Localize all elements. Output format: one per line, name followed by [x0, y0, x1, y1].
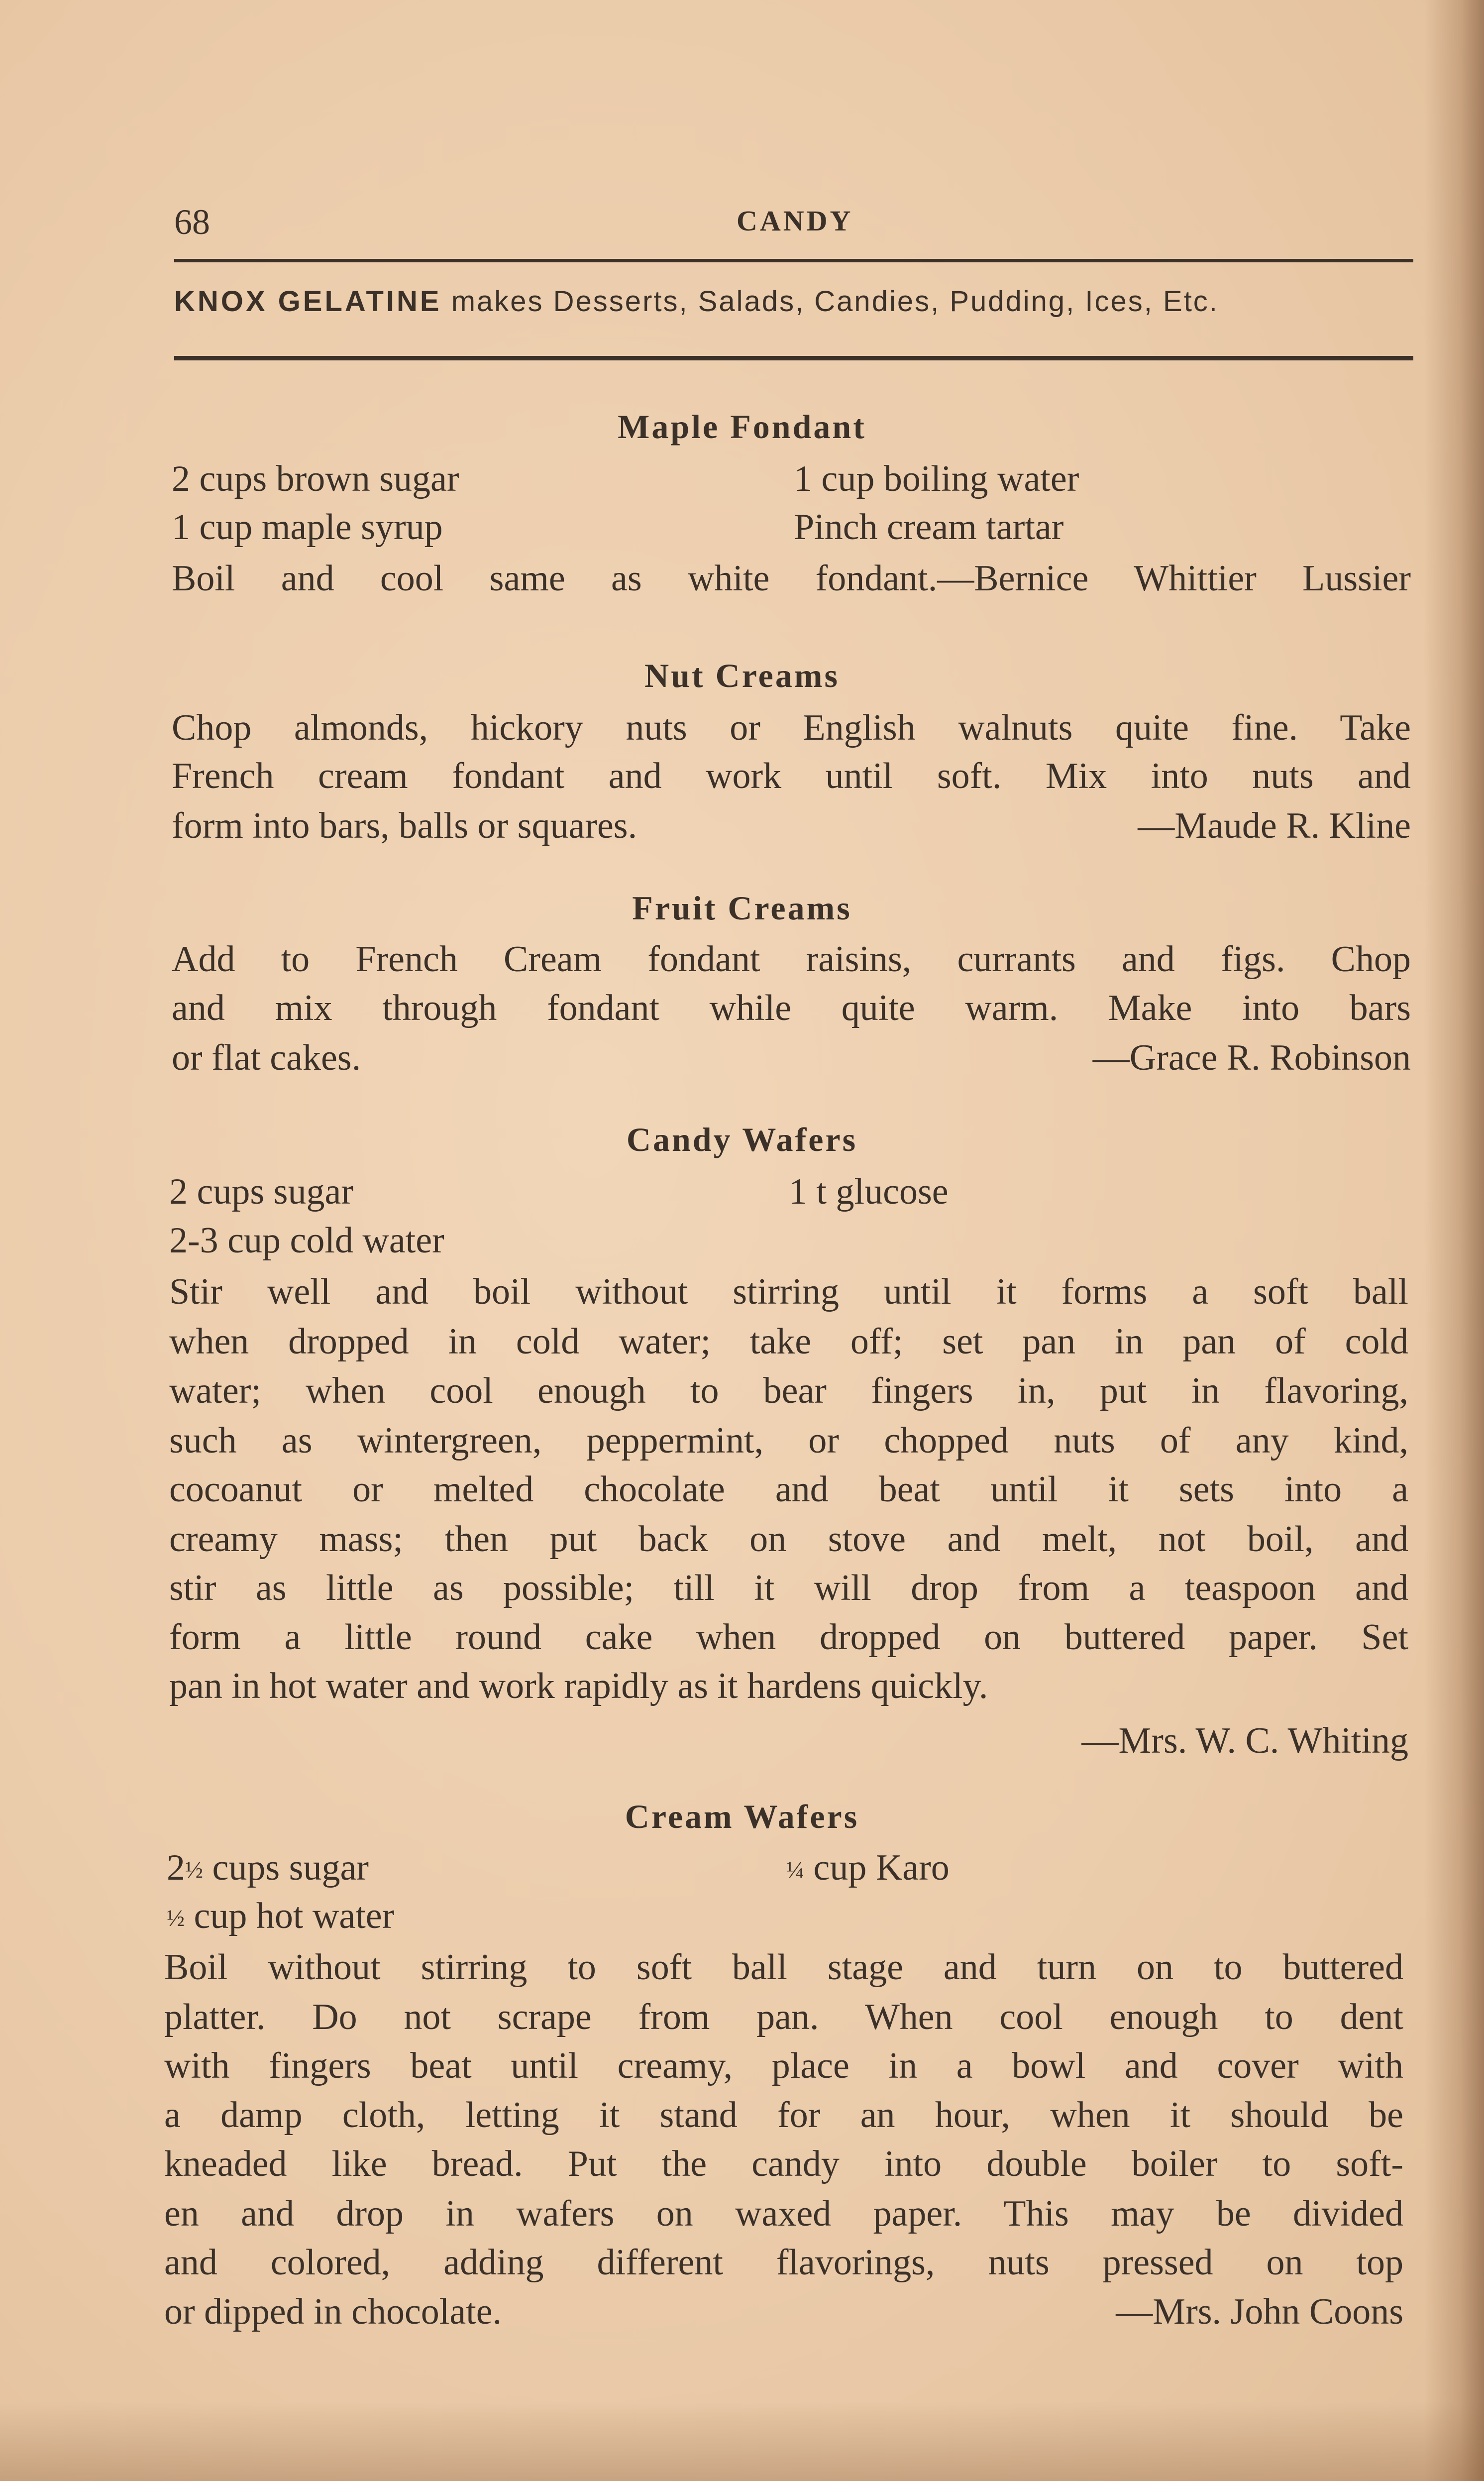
ad-text: makes Desserts, Salads, Candies, Pudding, Ices, Etc.	[441, 285, 1219, 318]
ingredient: 2-3 cup cold water	[169, 1220, 444, 1261]
recipe-text: en and drop in wafers on waxed paper. This may be divided	[164, 2193, 1403, 2234]
recipe-text: Stir well and boil without stirring until it forms a soft ball	[169, 1271, 1408, 1312]
recipe-text: such as wintergreen, peppermint, or chopped nuts of any kind,	[169, 1420, 1408, 1461]
recipe-text: and colored, adding different flavorings, nuts pressed on top	[164, 2242, 1403, 2283]
page-bottom-shadow	[0, 2401, 1484, 2481]
recipe-text: and mix through fondant while quite warm. Make into bars	[172, 988, 1411, 1028]
ingredient: Pinch cream tartar	[794, 507, 1064, 548]
ingredient-name: cups sugar	[203, 1847, 369, 1888]
ingredient	[786, 1849, 950, 1886]
ingredient-fraction: ½	[167, 1905, 185, 1931]
recipe-text: French cream fondant and work until soft. Mix into nuts and	[172, 756, 1411, 796]
recipe-text: or flat cakes.	[172, 1037, 361, 1078]
recipe-text: Chop almonds, hickory nuts or English walnuts quite fine. Take	[172, 707, 1411, 748]
recipe-author: —Mrs. W. C. Whiting	[1081, 1720, 1408, 1761]
recipe-text: cocoanut or melted chocolate and beat until it sets into a	[169, 1469, 1408, 1510]
ingredient: 2 cups sugar	[169, 1171, 353, 1212]
header-rule	[174, 259, 1413, 262]
recipe-text: pan in hot water and work rapidly as it hardens quickly.	[169, 1666, 988, 1706]
ad-brand: KNOX GELATINE	[174, 285, 442, 318]
ingredient-amount: 2	[167, 1847, 185, 1888]
recipe-title-maple-fondant: Maple Fondant	[618, 408, 866, 446]
recipe-author: —Maude R. Kline	[1138, 805, 1411, 846]
recipe-text: a damp cloth, letting it stand for an hour, when it should be	[164, 2095, 1403, 2136]
ad-rule	[174, 356, 1413, 360]
recipe-text: or dipped in chocolate.	[164, 2291, 502, 2332]
page-number: 68	[174, 202, 210, 242]
recipe-text: kneaded like bread. Put the candy into double boiler to soft-	[164, 2143, 1403, 2184]
recipe-title-nut-creams: Nut Creams	[644, 657, 840, 694]
recipe-text: Boil without stirring to soft ball stage and turn on to buttered	[164, 1947, 1403, 1988]
ingredient-fraction: ¼	[786, 1857, 804, 1883]
ingredient: 1 cup maple syrup	[172, 507, 443, 548]
ingredient: 2 cups brown sugar	[172, 458, 459, 499]
recipe-title-fruit-creams: Fruit Creams	[632, 889, 852, 927]
recipe-text: water; when cool enough to bear fingers in, put in flavoring,	[169, 1370, 1408, 1411]
ingredient-name: cup hot water	[185, 1896, 395, 1936]
page-header	[174, 202, 1413, 246]
recipe-text: platter. Do not scrape from pan. When cool enough to dent	[164, 1997, 1403, 2037]
recipe-title-cream-wafers: Cream Wafers	[625, 1798, 859, 1835]
ingredient	[167, 1898, 394, 1934]
ingredient-name: cup Karo	[804, 1847, 950, 1888]
running-title: CANDY	[737, 205, 853, 237]
recipe-text: stir as little as possible; till it will drop from a teaspoon and	[169, 1568, 1408, 1608]
recipe-text: form a little round cake when dropped on buttered paper. Set	[169, 1617, 1408, 1658]
advertisement-line	[174, 285, 1413, 318]
ingredient-fraction: ½	[185, 1857, 203, 1883]
recipe-title-candy-wafers: Candy Wafers	[626, 1121, 858, 1158]
recipe-text: with fingers beat until creamy, place in a bowl and cover with	[164, 2045, 1403, 2086]
recipe-text: Add to French Cream fondant raisins, currants and figs. Chop	[172, 939, 1411, 980]
recipe-author: —Mrs. John Coons	[1116, 2291, 1403, 2332]
recipe-text: form into bars, balls or squares.	[172, 805, 637, 846]
ingredient	[167, 1849, 369, 1886]
recipe-text: creamy mass; then put back on stove and melt, not boil, and	[169, 1519, 1408, 1560]
page-edge-shadow	[1424, 0, 1484, 2481]
recipe-author: —Grace R. Robinson	[1092, 1037, 1411, 1078]
recipe-text: Boil and cool same as white fondant.—Bernice Whittier Lussier	[172, 558, 1411, 599]
ingredient: 1 cup boiling water	[794, 458, 1079, 499]
ingredient: 1 t glucose	[789, 1171, 949, 1212]
recipe-text: when dropped in cold water; take off; set pan in pan of cold	[169, 1321, 1408, 1362]
